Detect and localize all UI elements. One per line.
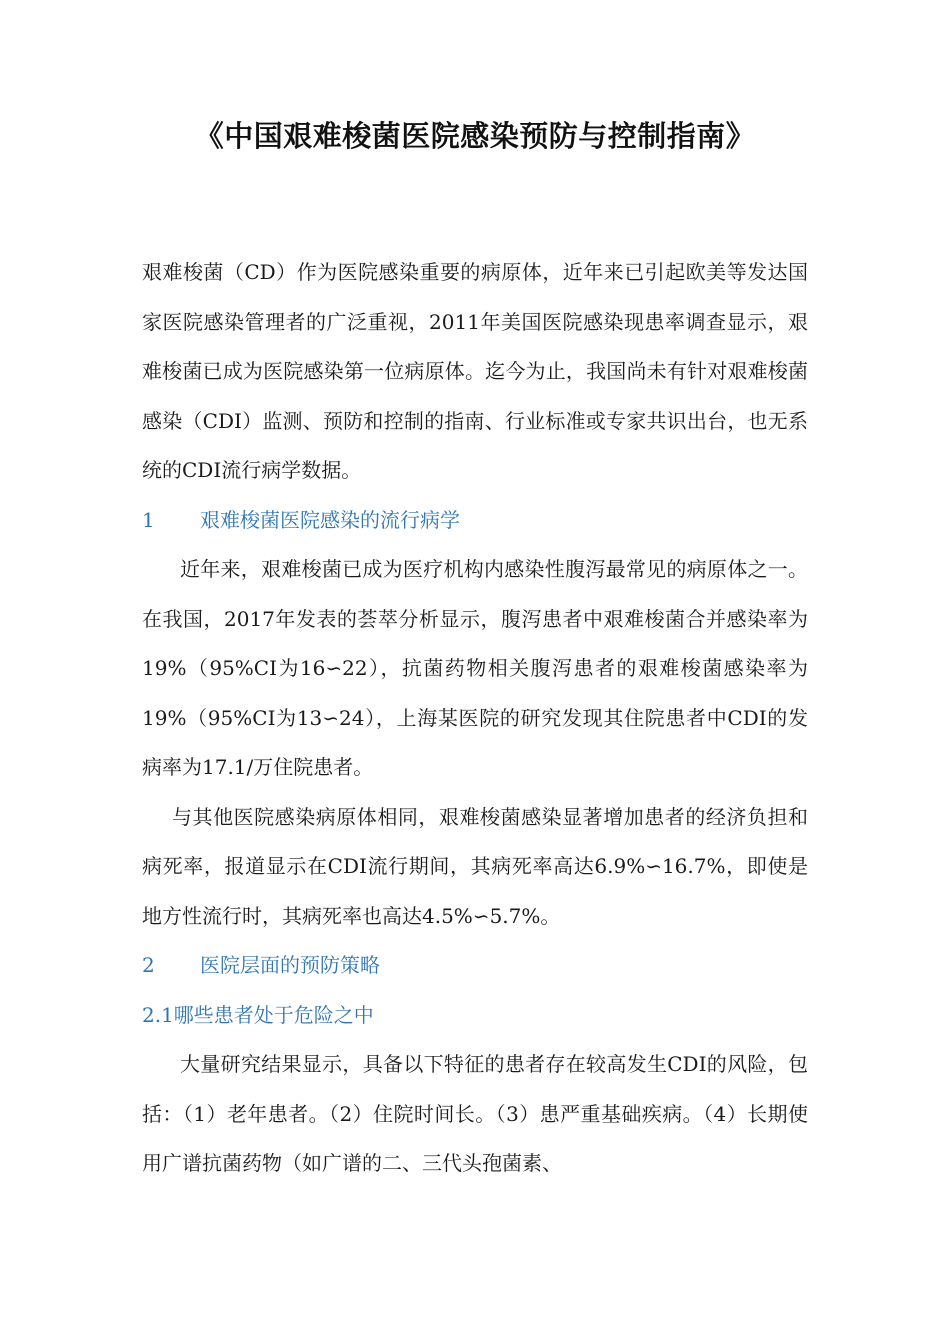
document-title: 《中国艰难梭菌医院感染预防与控制指南》 [194, 119, 756, 153]
intro-paragraph: 艰难梭菌（CD）作为医院感染重要的病原体，近年来已引起欧美等发达国家医院感染管理者的广泛重视，2011年美国医院感染现患率调查显示，艰难梭菌已成为医院感染第一位病原体。迄今为止，我国尚未有针对艰难梭菌感染（CDI）监测、预防和控制的指南、行业标准或专家共识出台，也无系统的CDI流行病学数据。 [142, 260, 808, 482]
section-1-heading [142, 496, 808, 546]
section-2-number: 2 [142, 953, 155, 977]
section-2-title: 医院层面的预防策略 [200, 953, 380, 977]
subsection-2-1-paragraph: 大量研究结果显示，具备以下特征的患者存在较高发生CDI的风险，包括：（1）老年患者。（2）住院时间长。（3）患严重基础疾病。（4）长期使用广谱抗菌药物（如广谱的二、三代头孢菌素、 [142, 1052, 808, 1175]
section-1-title: 艰难梭菌医院感染的流行病学 [200, 507, 460, 532]
section-1-paragraph-1: 近年来，艰难梭菌已成为医疗机构内感染性腹泻最常见的病原体之一。在我国，2017年发表的荟萃分析显示，腹泻患者中艰难梭菌合并感染率为19%（95%CI为16∽22），抗菌药物相关腹泻患者的艰难梭菌感染率为19%（95%CI为13∽24），上海某医院的研究发现其住院患者中CDI的发病率为17.1/万住院患者。 [142, 557, 808, 779]
subsection-2-1-heading: 2.1哪些患者处于危险之中 [142, 1002, 374, 1027]
document-body [142, 248, 808, 1189]
section-1-number: 1 [142, 507, 155, 532]
section-1-paragraph-2: 与其他医院感染病原体相同，艰难梭菌感染显著增加患者的经济负担和病死率，报道显示在CDI流行期间，其病死率高达6.9%∽16.7%，即使是地方性流行时，其病死率也高达4.5%∽5.7%。 [142, 804, 808, 928]
section-2-heading [142, 941, 808, 991]
